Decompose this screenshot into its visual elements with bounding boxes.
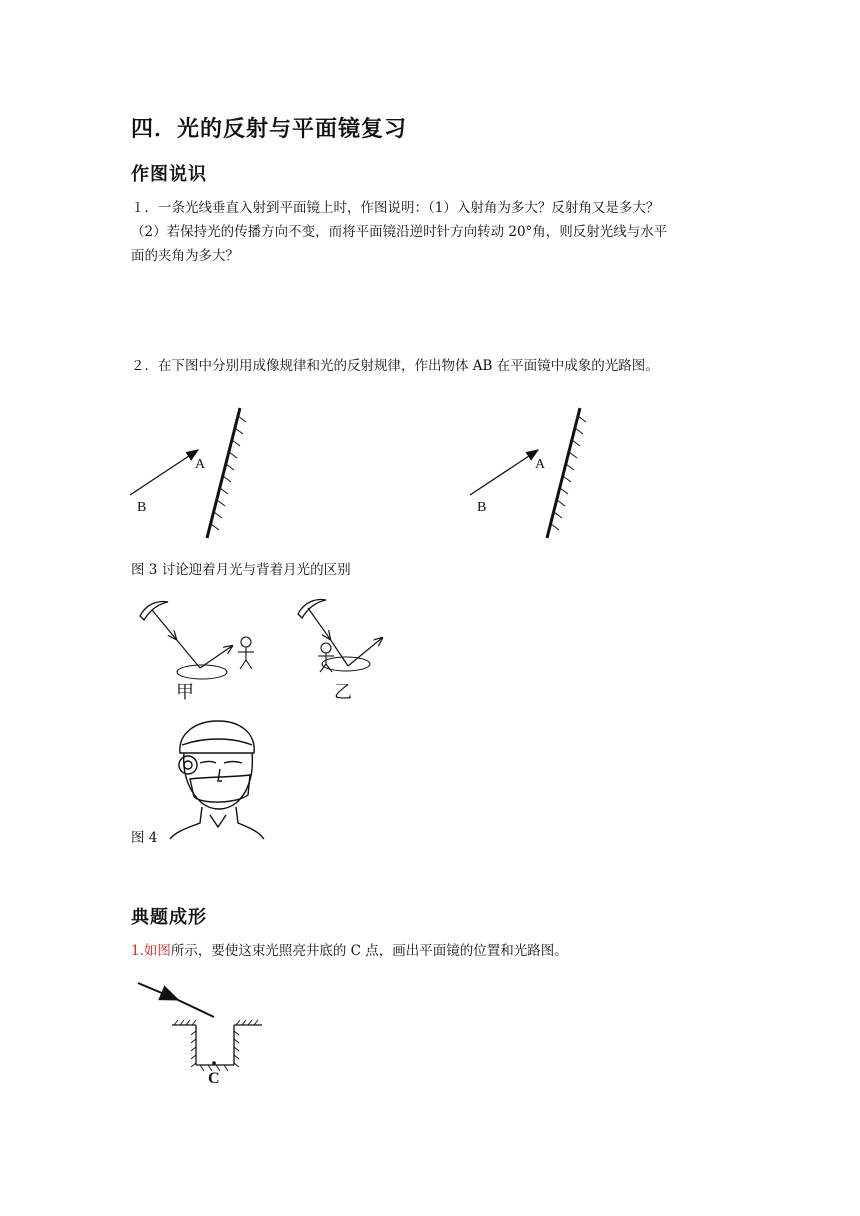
ground-hatching [174,1020,258,1071]
doctor-head-mirror-illustration [160,715,270,840]
page-title: 四．光的反射与平面镜复习 [131,117,408,142]
section-heading-typical: 典题成形 [131,907,207,928]
label-jia: 甲 [176,682,194,703]
plane-mirror [547,408,580,538]
label-a: A [195,457,206,472]
mirror-figure-left [120,400,260,545]
object-ab-arrow [470,450,538,495]
point-c-marker [212,1061,216,1065]
moon-icon [298,600,326,618]
moonlight-figure-yi [290,592,400,702]
question-1-line-1: １．一条光线垂直入射到平面镜上时，作图说明：（1）入射角为多大？反射角又是多大？ [131,200,660,216]
typical-question-1 [131,939,568,963]
section-heading-drawing: 作图说识 [131,164,207,185]
label-b: B [477,500,487,515]
question-1-line-3: 面的夹角为多大？ [131,248,239,264]
plane-mirror [207,408,240,538]
question-2-text: ２．在下图中分别用成像规律和光的反射规律，作出物体 AB 在平面镜中成象的光路图。 [131,358,659,374]
light-ray [138,983,176,999]
moonlight-figure-jia [130,592,270,702]
head-mirror-icon [179,756,197,774]
label-a: A [535,457,546,472]
well [172,1025,262,1065]
well-figure [130,975,270,1095]
mirror-hatching [211,416,246,530]
typical-question-1-text: 所示，要使这束光照亮井底的 C 点，画出平面镜的位置和光路图。 [170,943,568,959]
person-icon [238,637,254,669]
label-yi: 乙 [334,682,352,703]
figure-3-caption: 图 3 讨论迎着月光与背着月光的区别 [131,562,351,578]
figure-4-caption: 图 4 [131,830,158,846]
face-mask [190,775,250,802]
question-number-link: 1.如图 [131,943,171,959]
mirror-figure-right [460,400,600,545]
label-c: C [208,1070,220,1087]
cap [180,721,254,753]
question-1-line-2: （2）若保持光的传播方向不变，而将平面镜沿逆时针方向转动 20°角，则反射光线与水平 [131,224,668,240]
label-b: B [137,500,147,515]
mirror-hatching [551,416,586,530]
object-ab-arrow [130,450,198,495]
moon-icon [140,602,168,620]
